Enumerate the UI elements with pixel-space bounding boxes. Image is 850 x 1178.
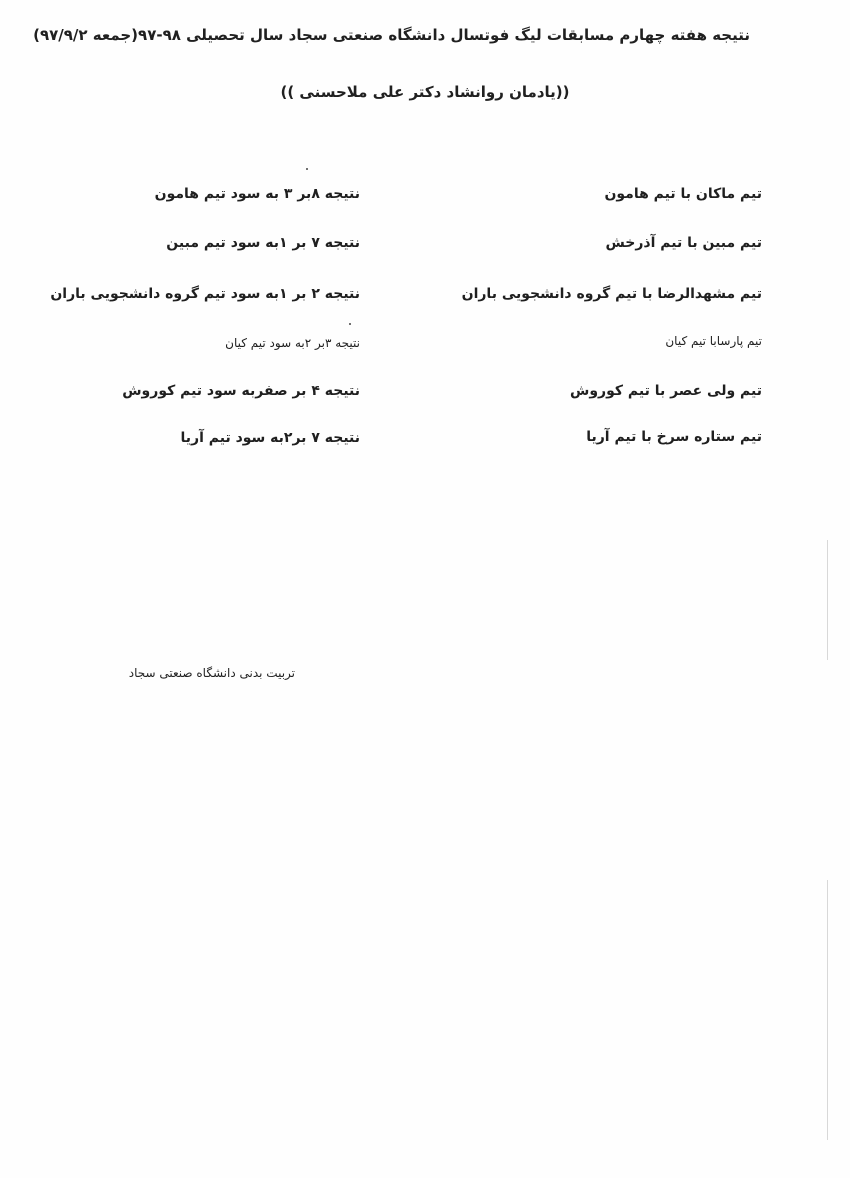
match-teams-4: تیم پارسابا تیم کیان <box>665 334 762 348</box>
scan-edge-mark <box>827 880 828 1140</box>
match-result-6: نتیجه ۷ بر۲به سود تیم آریا <box>180 430 360 446</box>
match-teams-3: تیم مشهدالرضا با تیم گروه دانشجویی باران <box>461 286 762 302</box>
match-teams-6: تیم ستاره سرخ با تیم آریا <box>586 429 762 445</box>
match-teams-2: تیم مبین با تیم آذرخش <box>605 235 762 251</box>
match-teams-1: تیم ماکان با تیم هامون <box>604 186 762 202</box>
match-teams-5: تیم ولی عصر با تیم کوروش <box>570 383 762 399</box>
match-result-3: نتیجه ۲ بر ۱به سود تیم گروه دانشجویی باران <box>50 286 360 302</box>
document-title: نتیجه هفته چهارم مسابقات لیگ فوتسال دانشگاه صنعتی سجاد سال تحصیلی ۹۸-۹۷(جمعه ۹۷/۹/۲) <box>33 26 750 44</box>
scan-speck <box>306 168 308 170</box>
signature-line: تربیت بدنی دانشگاه صنعتی سجاد <box>128 666 295 680</box>
match-result-5: نتیجه ۴ بر صفربه سود تیم کوروش <box>122 383 360 399</box>
match-result-2: نتیجه ۷ بر ۱به سود تیم مبین <box>166 235 360 251</box>
match-result-1: نتیجه ۸بر ۳ به سود تیم هامون <box>154 186 360 202</box>
document-subtitle: ((یادمان روانشاد دکتر علی ملاحسنی )) <box>280 83 570 101</box>
scan-edge-mark <box>827 540 828 660</box>
match-result-4: نتیجه ۳بر ۲به سود تیم کیان <box>225 336 360 350</box>
scan-speck <box>349 323 351 325</box>
